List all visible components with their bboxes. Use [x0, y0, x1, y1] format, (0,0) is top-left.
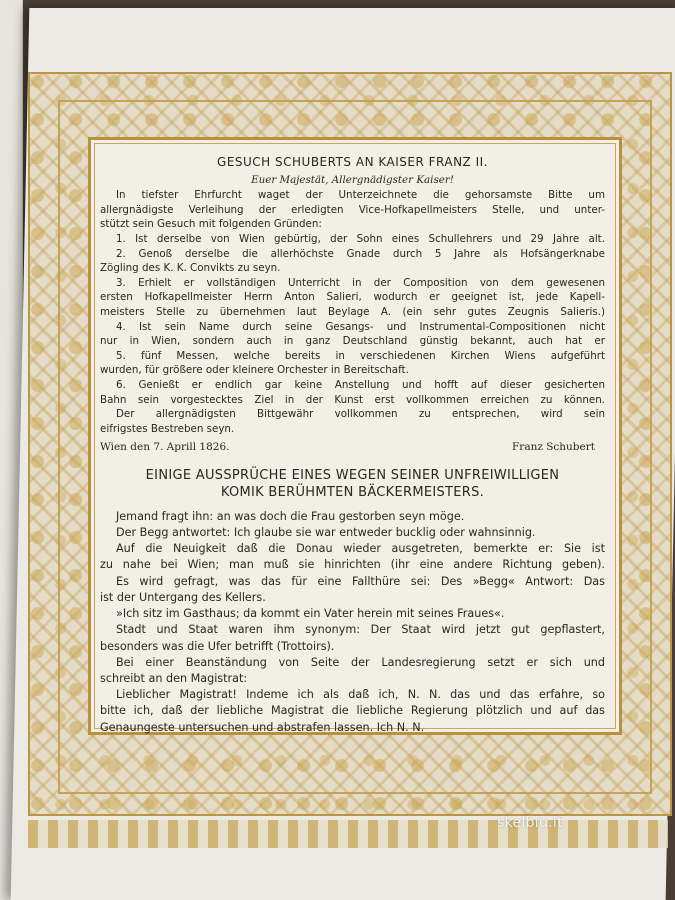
petition-line: nur in Wien, sondern auch in ganz Deutschland günstig bekannt, auch hat er: [100, 335, 605, 348]
sayings-line: Es wird gefragt, was das für eine Fallthüre sei: Des »Begg« Antwort: Das: [116, 574, 605, 588]
sayings-line: Genaungeste untersuchen und abstrafen lassen. Ich N. N.: [100, 720, 425, 734]
date-signature-row: [100, 440, 605, 455]
petition-line: 5. fünf Messen, welche bereits in verschiedenen Kirchen Wiens aufgeführt: [116, 349, 605, 362]
petition-line: Bahn sein vorgestecktes Ziel in der Kunst erst vollkommen erreichen zu können.: [100, 393, 605, 406]
petition-line: eifrigstes Bestreben seyn.: [100, 422, 235, 435]
sayings-heading-line1: EINIGE AUSSPRÜCHE EINES WEGEN SEINER UNFREIWILLIGEN: [145, 467, 560, 483]
site-watermark: skelbiu.lt: [497, 815, 563, 831]
sayings-heading-line2: KOMIK BERÜHMTEN BÄCKERMEISTERS.: [220, 484, 485, 500]
sayings-line: bitte ich, daß der liebliche Magistrat die liebliche Regierung plötzlich und auf das: [100, 704, 605, 718]
sayings-line: Auf die Neuigkeit daß die Donau wieder ausgetreten, bemerkte er: Sie ist: [116, 542, 605, 556]
sayings-line: Der Begg antwortet: Ich glaube sie war entweder bucklig oder wahnsinnig.: [116, 526, 536, 540]
document-text: [100, 155, 605, 736]
sayings-line: ist der Untergang des Kellers.: [100, 590, 266, 604]
baker-sayings: [100, 467, 605, 736]
schubert-petition: [100, 155, 605, 455]
sayings-line: besonders was die Ufer betrifft (Trottoirs).: [100, 639, 335, 653]
ornamental-bottom-band: [28, 820, 668, 848]
sayings-line: Bei einer Beanständung von Seite der Landesregierung setzt er sich und: [116, 655, 605, 669]
petition-line: 1. Ist derselbe von Wien gebürtig, der Sohn eines Schullehrers und 29 Jahre alt.: [116, 232, 605, 245]
petition-line: 2. Genoß derselbe die allerhöchste Gnade durch 5 Jahre als Hofsängerknabe: [116, 247, 605, 260]
petition-date: Wien den 7. Aprill 1826.: [100, 441, 230, 454]
petition-line: 3. Erhielt er vollständigen Unterricht in der Composition von dem gewesenen: [116, 276, 605, 289]
petition-line: wurden, für größere oder kleinere Orchester in Bereitschaft.: [100, 364, 409, 377]
petition-line: allergnädigste Verleihung der erledigten Vice-Hofkapellmeisters Stelle, und unter-: [100, 203, 605, 216]
petition-title: GESUCH SCHUBERTS AN KAISER FRANZ II.: [217, 155, 488, 169]
sayings-line: Stadt und Staat waren ihm synonym: Der Staat wird jetzt gut gepflastert,: [116, 623, 605, 637]
sayings-line: Lieblicher Magistrat! Indeme ich als daß ich, N. N. das und das erfahre, so: [116, 688, 605, 702]
petition-line: 6. Genießt er endlich gar keine Anstellung und hofft auf dieser gesicherten: [116, 378, 605, 391]
petition-line: stützt sein Gesuch mit folgenden Gründen:: [100, 218, 322, 231]
petition-line: Zögling des K. K. Convikts zu seyn.: [100, 262, 281, 275]
sayings-line: schreibt an den Magistrat:: [100, 671, 248, 685]
petition-line: In tiefster Ehrfurcht waget der Unterzeichnete die gehorsamste Bitte um: [116, 189, 605, 202]
petition-signature: Franz Schubert: [512, 441, 595, 454]
petition-line: ersten Hofkapellmeister Herrn Anton Salieri, wodurch er geeignet ist, jede Kapell-: [100, 291, 605, 304]
sayings-line: Jemand fragt ihn: an was doch die Frau gestorben seyn möge.: [116, 509, 465, 523]
petition-line: 4. Ist sein Name durch seine Gesangs- und Instrumental-Compositionen nicht: [116, 320, 605, 333]
sayings-body: [100, 509, 605, 736]
petition-line: Der allergnädigsten Bittgewähr vollkommen zu entsprechen, wird sein: [116, 408, 605, 421]
sayings-line: »Ich sitz im Gasthaus; da kommt ein Vater herein mit seines Fraues«.: [116, 607, 505, 621]
petition-line: meisters Stelle zu übernehmen laut Beylage A. (ein sehr gutes Zeugnis Salieris.): [100, 305, 605, 318]
sayings-line: zu nahe bei Wien; man muß sie hinrichten (ihr eine andere Richtung geben).: [100, 558, 605, 572]
petition-salutation: Euer Majestät, Allergnädigster Kaiser!: [251, 173, 454, 186]
